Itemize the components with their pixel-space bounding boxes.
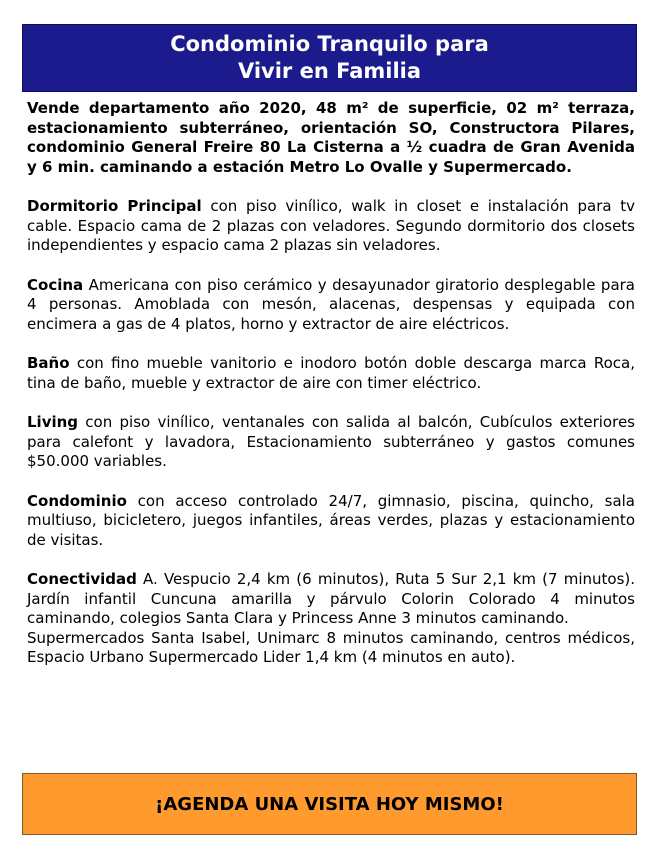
section-heading: Living (27, 413, 79, 431)
title-banner (22, 24, 637, 92)
cta-label: ¡AGENDA UNA VISITA HOY MISMO! (155, 793, 504, 815)
section-heading: Conectividad (27, 570, 137, 588)
listing-description (27, 99, 635, 668)
section-heading: Dormitorio Principal (27, 197, 202, 215)
intro-paragraph: Vende departamento año 2020, 48 m² de superficie, 02 m² terraza, estacionamiento subterráneo, orientación SO, Constructora Pilares, condominio General Freire 80 La Cisterna a ½ cuadra de Gran Avenida y 6 min. caminando a estación Metro Lo Ovalle y Supermercado. (27, 99, 635, 176)
section-bano (27, 354, 635, 393)
section-condominio (27, 492, 635, 551)
section-conectividad (27, 570, 635, 629)
title-line-1: Condominio Tranquilo para (170, 32, 489, 56)
section-dormitorio (27, 197, 635, 256)
section-body: con acceso controlado 24/7, gimnasio, piscina, quincho, sala multiuso, bicicletero, juegos infantiles, áreas verdes, plazas y estacionamiento de visitas. (27, 491, 635, 549)
section-body: con piso vinílico, walk in closet e instalación para tv cable. Espacio cama de 2 plazas con veladores. Segundo dormitorio dos closets independientes y espacio cama 2 plazas sin veladores. (27, 197, 635, 254)
section-cocina (27, 276, 635, 335)
section-heading: Condominio (27, 491, 127, 510)
section-body: con piso vinílico, ventanales con salida al balcón, Cubículos exteriores para calefont y lavadora, Estacionamiento subterráneo y gastos comunes $50.000 variables. (27, 413, 635, 470)
section-body: A. Vespucio 2,4 km (6 minutos), Ruta 5 Sur 2,1 km (7 minutos). Jardín infantil Cuncuna amarilla y párvulo Colorin Colorado 4 minutos caminando, colegios Santa Clara y Princess Anne 3 minutos caminando. (27, 570, 635, 627)
section-body: Americana con piso cerámico y desayunador giratorio desplegable para 4 personas. Amoblada con mesón, alacenas, despensas y equipada con encimera a gas de 4 platos, horno y extractor de aire eléctricos. (27, 275, 635, 333)
supermercados-paragraph: Supermercados Santa Isabel, Unimarc 8 minutos caminando, centros médicos, Espacio Urbano Supermercado Lider 1,4 km (4 minutos en auto). (27, 628, 635, 666)
section-body: con fino mueble vanitorio e inodoro botón doble descarga marca Roca, tina de baño, mueble y extractor de aire con timer eléctrico. (27, 354, 635, 392)
title-line-2: Vivir en Familia (237, 59, 422, 83)
section-heading: Cocina (27, 275, 84, 294)
schedule-visit-banner[interactable] (22, 773, 637, 835)
section-living (27, 413, 635, 472)
section-heading: Baño (27, 354, 70, 372)
